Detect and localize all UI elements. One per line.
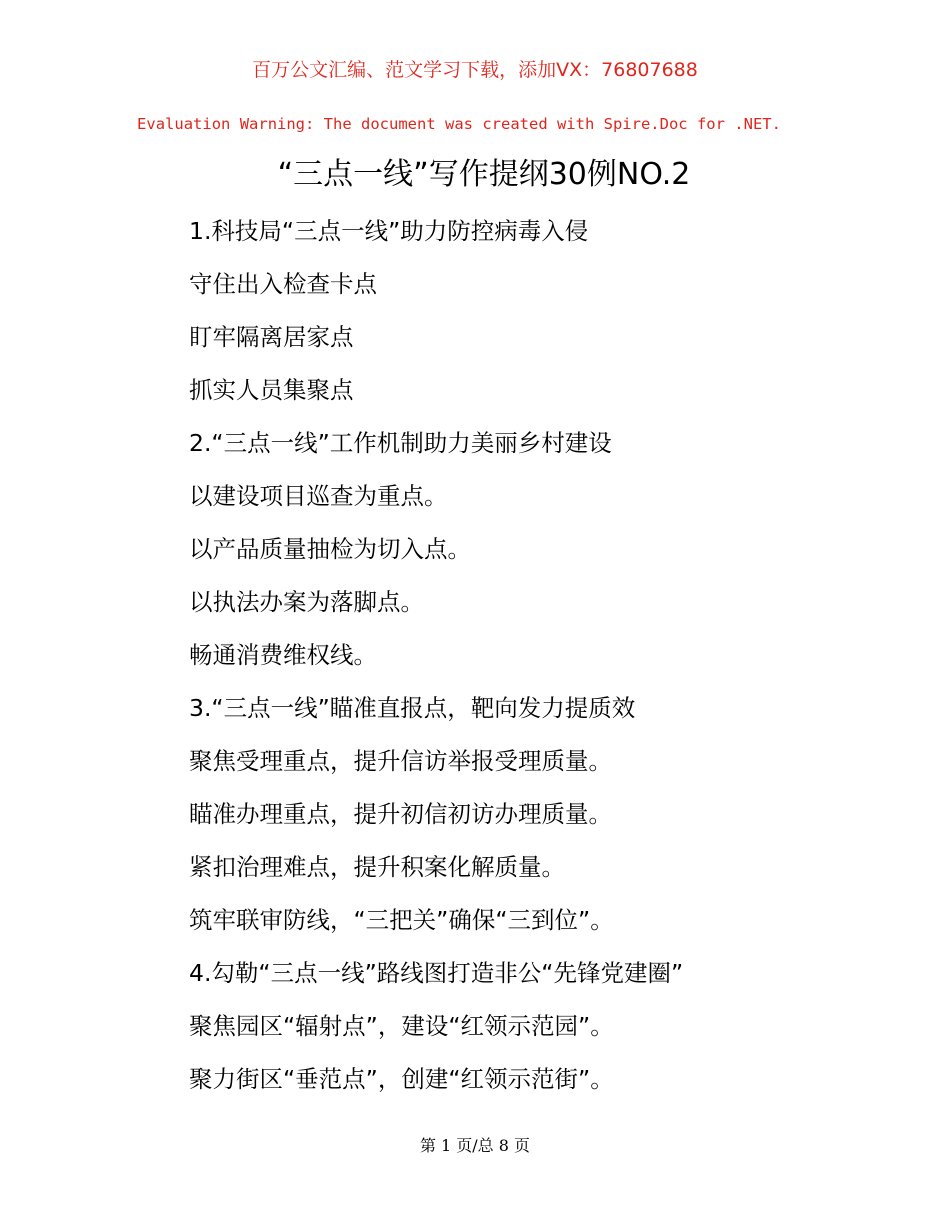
outline-item: 以产品质量抽检为切入点。: [189, 535, 471, 563]
outline-heading: 4.勾勒“三点一线”路线图打造非公“先锋党建圈”: [189, 959, 684, 987]
outline-item: 抓实人员集聚点: [189, 376, 354, 404]
outline-item: 筑牢联审防线，“三把关”确保“三到位”。: [189, 906, 614, 934]
outline-item: 以执法办案为落脚点。: [189, 588, 424, 616]
outline-item: 紧扣治理难点，提升积案化解质量。: [189, 853, 565, 881]
document-title: “三点一线”写作提纲30例NO.2: [277, 157, 691, 192]
outline-item: 瞄准办理重点，提升初信初访办理质量。: [189, 800, 612, 828]
outline-item: 守住出入检查卡点: [189, 270, 377, 298]
document-body: [189, 205, 683, 1106]
outline-item: 以建设项目巡查为重点。: [189, 482, 448, 510]
outline-heading: 1.科技局“三点一线”助力防控病毒入侵: [189, 217, 589, 245]
outline-item: 聚焦受理重点，提升信访举报受理质量。: [189, 747, 612, 775]
outline-item: 聚力街区“垂范点”，创建“红领示范街”。: [189, 1065, 614, 1093]
page-indicator: 第 1 页/总 8 页: [419, 1136, 531, 1155]
outline-heading: 3.“三点一线”瞄准直报点，靶向发力提质效: [189, 694, 636, 722]
evaluation-warning: Evaluation Warning: The document was created with Spire.Doc for .NET.: [137, 115, 781, 133]
outline-item: 盯牢隔离居家点: [189, 323, 354, 351]
outline-item: 聚焦园区“辐射点”，建设“红领示范园”。: [189, 1012, 614, 1040]
outline-item: 畅通消费维权线。: [189, 641, 377, 669]
outline-heading: 2.“三点一线”工作机制助力美丽乡村建设: [189, 429, 612, 457]
header-ad-text: 百万公文汇编、范文学习下载，添加VX：76807688: [252, 59, 698, 81]
